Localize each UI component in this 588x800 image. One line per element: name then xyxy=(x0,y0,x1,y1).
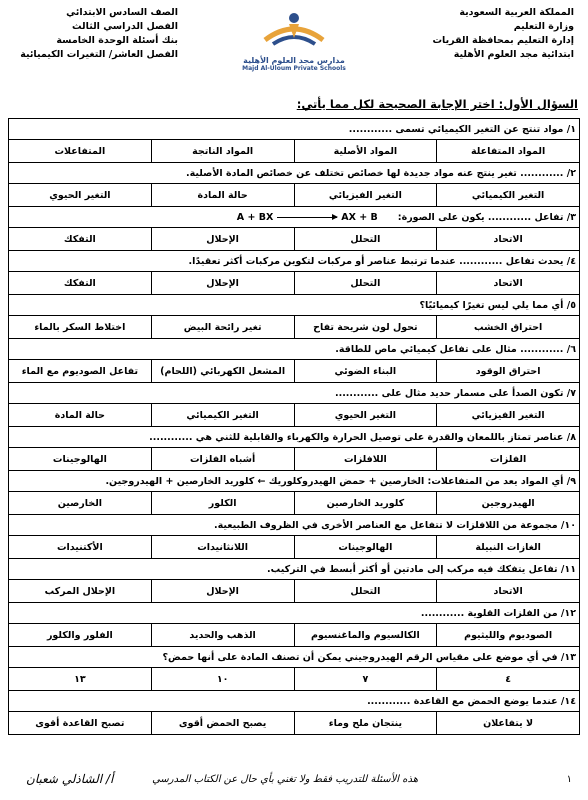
answer-option[interactable]: التحلل xyxy=(294,580,437,603)
question-cell xyxy=(9,691,580,712)
question-cell xyxy=(9,471,580,492)
question-row xyxy=(9,515,580,536)
answer-option[interactable]: التغير الكيميائي xyxy=(437,184,580,207)
answer-option[interactable]: التحلل xyxy=(294,228,437,251)
answer-option[interactable]: احتراق الخشب xyxy=(437,316,580,339)
question-row xyxy=(9,647,580,668)
answer-option[interactable]: الغازات النبيلة xyxy=(437,536,580,559)
answer-option[interactable]: الهيدروجين xyxy=(437,492,580,515)
header-line: ابتدائية مجد العلوم الأهلية xyxy=(453,49,574,60)
options-row xyxy=(9,184,580,207)
question-text: ٩/ أي المواد يعد من المتفاعلات: الخارصين + حمض الهيدروكلوريك ← كلوريد الخارصين + الهيدروجين. xyxy=(105,475,576,487)
school-logo xyxy=(232,10,356,80)
question-text: ٣/ تفاعل ............ يكون على الصورة: xyxy=(397,211,576,223)
question-text: ١/ مواد تنتج عن التغير الكيميائي تسمى ............ xyxy=(348,123,576,135)
question-row xyxy=(9,207,580,228)
reaction-arrow-icon xyxy=(277,217,337,218)
options-row xyxy=(9,536,580,559)
header-line: إدارة التعليم بمحافظة القريات xyxy=(432,35,574,46)
options-row xyxy=(9,140,580,163)
options-row xyxy=(9,712,580,735)
answer-option[interactable]: التغير الفيزيائي xyxy=(437,404,580,427)
question-cell xyxy=(9,559,580,580)
answer-option[interactable]: تصبح القاعدة أقوى xyxy=(9,712,152,735)
answer-option[interactable]: ٧ xyxy=(294,668,437,691)
answer-option[interactable]: المواد الناتجة xyxy=(151,140,294,163)
answer-option[interactable]: الفلور والكلور xyxy=(9,624,152,647)
answer-option[interactable]: الصوديوم والليثيوم xyxy=(437,624,580,647)
answer-option[interactable]: ٤ xyxy=(437,668,580,691)
question-cell xyxy=(9,295,580,316)
question-cell xyxy=(9,119,580,140)
answer-option[interactable]: ينتجان ملح وماء xyxy=(294,712,437,735)
answer-option[interactable]: التفكك xyxy=(9,272,152,295)
equation-reactants: A + BX xyxy=(236,211,274,223)
question-text: ٥/ أي مما يلي ليس تغيرًا كيميائيًا؟ xyxy=(419,299,576,311)
question-cell xyxy=(9,251,580,272)
page-header xyxy=(0,0,588,96)
question-row xyxy=(9,559,580,580)
answer-option[interactable]: الاتحاد xyxy=(437,580,580,603)
answer-option[interactable]: المتفاعلات xyxy=(9,140,152,163)
question-row xyxy=(9,295,580,316)
answer-option[interactable]: المواد الأصلية xyxy=(294,140,437,163)
answer-option[interactable]: الإحلال xyxy=(151,580,294,603)
header-line: بنك أسئلة الوحدة الخامسة xyxy=(56,35,178,46)
question-text: ١٤/ عندما يوضع الحمض مع القاعدة ............ xyxy=(367,695,576,707)
page-footer xyxy=(0,768,588,798)
answer-option[interactable]: الأكتنيدات xyxy=(9,536,152,559)
answer-option[interactable]: الفلزات xyxy=(437,448,580,471)
question-cell xyxy=(9,339,580,360)
answer-option[interactable]: كلوريد الخارصين xyxy=(294,492,437,515)
answer-option[interactable]: احتراق الوقود xyxy=(437,360,580,383)
answer-option[interactable]: أشباه الفلزات xyxy=(151,448,294,471)
question-cell xyxy=(9,515,580,536)
question-row xyxy=(9,163,580,184)
answer-option[interactable]: تفاعل الصوديوم مع الماء xyxy=(9,360,152,383)
question-cell xyxy=(9,427,580,448)
header-line: الفصل العاشر/ التغيرات الكيميائية xyxy=(20,49,178,60)
answer-option[interactable]: الخارصين xyxy=(9,492,152,515)
teacher-signature: أ/ الشاذلي شعبان xyxy=(26,772,114,786)
question-text: ١٣/ في أي موضع على مقياس الرقم الهيدروجيني يمكن أن تصنف المادة على أنها حمض؟ xyxy=(162,651,576,663)
options-row xyxy=(9,668,580,691)
answer-option[interactable]: الكالسيوم والماغنسيوم xyxy=(294,624,437,647)
section-title: السؤال الأول: اختر الإجابة الصحيحة لكل مما يأتي: xyxy=(296,97,578,111)
equation-products: AX + B xyxy=(341,211,378,223)
answer-option[interactable]: التغير الفيزيائي xyxy=(294,184,437,207)
answer-option[interactable]: اللانثانيدات xyxy=(151,536,294,559)
options-row xyxy=(9,316,580,339)
answer-option[interactable]: لا يتفاعلان xyxy=(437,712,580,735)
answer-option[interactable]: تحول لون شريحة تفاح xyxy=(294,316,437,339)
answer-option[interactable]: الاتحاد xyxy=(437,228,580,251)
page-number: ١ xyxy=(566,774,572,785)
question-cell xyxy=(9,603,580,624)
answer-option[interactable]: يصبح الحمض أقوى xyxy=(151,712,294,735)
answer-option[interactable]: المواد المتفاعلة xyxy=(437,140,580,163)
answer-option[interactable]: الاتحاد xyxy=(437,272,580,295)
logo-mark-icon xyxy=(259,10,329,52)
answer-option[interactable]: تغير رائحة البيض xyxy=(151,316,294,339)
question-text: ١٢/ من الفلزات القلوية ............ xyxy=(420,607,576,619)
answer-option[interactable]: المشعل الكهربائي (اللحام) xyxy=(151,360,294,383)
options-row xyxy=(9,360,580,383)
question-text: ٤/ يحدث تفاعل ............ عندما ترتبط عناصر أو مركبات لتكوين مركبات أكثر تعقيدًا. xyxy=(188,255,576,267)
header-line: الصف السادس الابتدائي xyxy=(66,7,178,18)
answer-option[interactable]: التحلل xyxy=(294,272,437,295)
answer-option[interactable]: الهالوجينات xyxy=(9,448,152,471)
header-class-block xyxy=(8,6,178,62)
question-row xyxy=(9,119,580,140)
question-row xyxy=(9,251,580,272)
answer-option[interactable]: البناء الضوئي xyxy=(294,360,437,383)
answer-option[interactable]: الكلور xyxy=(151,492,294,515)
question-row xyxy=(9,603,580,624)
answer-option[interactable]: التغير الحيوي xyxy=(9,184,152,207)
answer-option[interactable]: التفكك xyxy=(9,228,152,251)
logo-english-text: Majd Al-Uloum Private Schools xyxy=(242,65,346,72)
answer-option[interactable]: التغير الحيوي xyxy=(294,404,437,427)
header-ministry-block xyxy=(394,6,574,62)
answer-option[interactable]: ١٣ xyxy=(9,668,152,691)
options-row xyxy=(9,448,580,471)
question-row xyxy=(9,691,580,712)
question-cell xyxy=(9,207,580,228)
question-row xyxy=(9,339,580,360)
question-row xyxy=(9,471,580,492)
options-row xyxy=(9,492,580,515)
header-line: الفصل الدراسي الثالث xyxy=(72,21,178,32)
question-row xyxy=(9,383,580,404)
options-row xyxy=(9,228,580,251)
answer-option[interactable]: الذهب والحديد xyxy=(151,624,294,647)
header-line: وزارة التعليم xyxy=(513,21,574,32)
options-row xyxy=(9,404,580,427)
options-row xyxy=(9,624,580,647)
question-text: ٧/ تكون الصدأ على مسمار حديد مثال على ............ xyxy=(334,387,576,399)
question-cell xyxy=(9,163,580,184)
answer-option[interactable]: الإحلال xyxy=(151,272,294,295)
answer-option[interactable]: اللافلزات xyxy=(294,448,437,471)
question-text: ٢/ ............ تغير ينتج عنه مواد جديدة لها خصائص تختلف عن خصائص المادة الأصلية. xyxy=(186,167,576,179)
answer-option[interactable]: حالة المادة xyxy=(151,184,294,207)
questions-table xyxy=(8,118,580,735)
question-row xyxy=(9,427,580,448)
question-cell xyxy=(9,383,580,404)
footer-note: هذه الأسئلة للتدريب فقط ولا تغني بأي حال عن الكتاب المدرسي xyxy=(152,774,418,785)
answer-option[interactable]: الهالوجينات xyxy=(294,536,437,559)
answer-option[interactable]: الإحلال xyxy=(151,228,294,251)
answer-option[interactable]: التغير الكيميائي xyxy=(151,404,294,427)
logo-arabic-text: مدارس مجد العلوم الأهلية xyxy=(243,56,345,65)
options-row xyxy=(9,272,580,295)
options-row xyxy=(9,580,580,603)
question-text: ١٠/ مجموعة من اللافلزات لا تتفاعل مع العناصر الأخرى في الظروف الطبيعية. xyxy=(213,519,576,531)
answer-option[interactable]: حالة المادة xyxy=(9,404,152,427)
answer-option[interactable]: ١٠ xyxy=(151,668,294,691)
question-text: ٦/ ............ مثال على تفاعل كيميائي ماص للطاقة. xyxy=(335,343,576,355)
answer-option[interactable]: اختلاط السكر بالماء xyxy=(9,316,152,339)
reaction-equation xyxy=(237,212,378,223)
question-cell xyxy=(9,647,580,668)
question-text: ٨/ عناصر تمتاز باللمعان والقدرة على توصيل الحرارة والكهرباء والقابلية للثني هي ............ xyxy=(149,431,576,443)
answer-option[interactable]: الإحلال المركب xyxy=(9,580,152,603)
question-text: ١١/ تفاعل يتفكك فيه مركب إلى مادتين أو أكثر أبسط في التركيب. xyxy=(267,563,576,575)
header-line: المملكة العربية السعودية xyxy=(459,7,574,18)
